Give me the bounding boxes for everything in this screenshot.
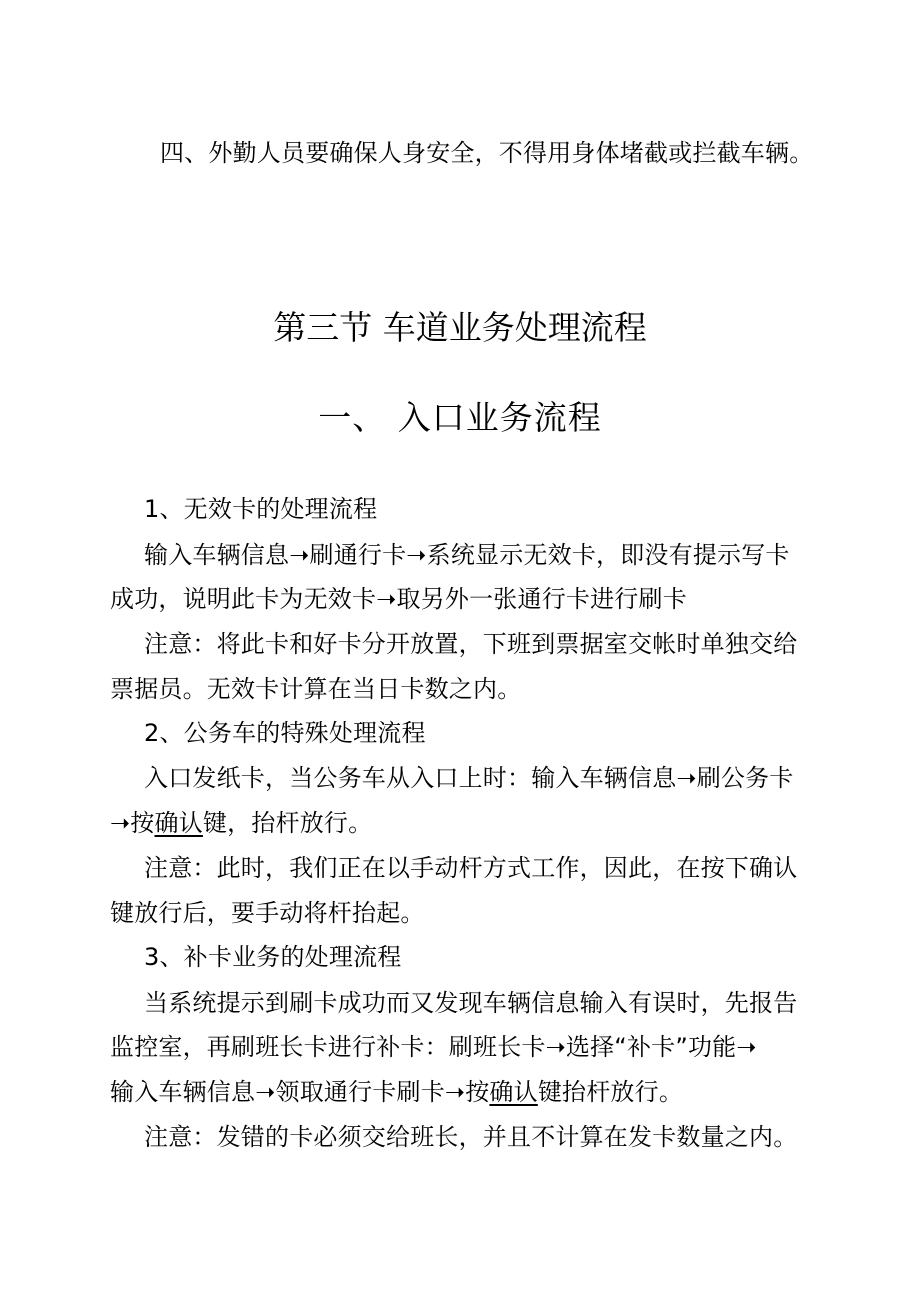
item-1-note-line-1: 注意：将此卡和好卡分开放置，下班到票据室交帐时单独交给 (144, 630, 798, 658)
item-1-flow-line-2: 成功，说明此卡为无效卡➝取另外一张通行卡进行刷卡 (110, 585, 687, 613)
item-2-flow-pre: ➝按 (110, 809, 155, 837)
item-2-heading: 2、公务车的特殊处理流程 (144, 719, 426, 747)
rule-four-text: 四、外勤人员要确保人身安全，不得用身体堵截或拦截车辆。 (160, 139, 814, 167)
item-3-flow-line-2: 监控室，再刷班长卡进行补卡：刷班长卡➝选择“补卡”功能➝ (110, 1033, 757, 1061)
subsection-title: 一、 入口业务流程 (318, 398, 602, 437)
item-2-flow-line-2 (110, 806, 810, 840)
item-2-flow-post: 键，抬杆放行。 (202, 809, 373, 837)
item-3-heading: 3、补卡业务的处理流程 (144, 943, 402, 971)
item-3-note-line-1: 注意：发错的卡必须交给班长，并且不计算在发卡数量之内。 (144, 1123, 798, 1151)
item-1-heading: 1、无效卡的处理流程 (144, 495, 378, 523)
item-3-flow-pre: 输入车辆信息➝领取通行卡刷卡➝按 (110, 1078, 490, 1106)
item-3-flow-line-1: 当系统提示到刷卡成功而又发现车辆信息输入有误时，先报告 (144, 989, 798, 1017)
item-2-note-line-1: 注意：此时，我们正在以手动杆方式工作，因此，在按下确认 (144, 854, 798, 882)
item-1-flow-line-1: 输入车辆信息➝刷通行卡➝系统显示无效卡，即没有提示写卡 (144, 541, 790, 569)
item-3-flow-post: 键抬杆放行。 (537, 1078, 684, 1106)
confirm-key-label: 确认 (489, 1078, 538, 1106)
section-title: 第三节 车道业务处理流程 (273, 308, 647, 347)
item-2-note-line-2: 键放行后，要手动将杆抬起。 (110, 899, 425, 927)
item-2-flow-line-1: 入口发纸卡，当公务车从入口上时：输入车辆信息➝刷公务卡 (144, 764, 794, 792)
confirm-key-label: 确认 (154, 809, 203, 837)
item-1-note-line-2: 票据员。无效卡计算在当日卡数之内。 (110, 675, 522, 703)
item-3-flow-line-3 (110, 1075, 810, 1109)
